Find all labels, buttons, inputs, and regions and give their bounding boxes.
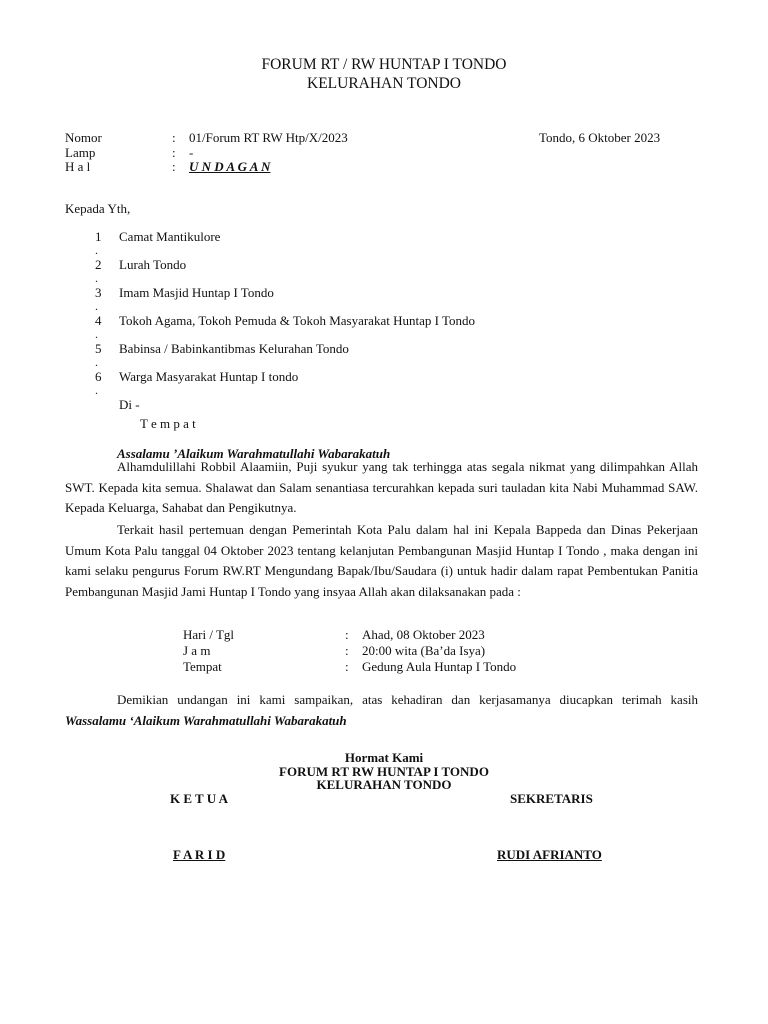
di-label: Di - bbox=[119, 397, 140, 412]
nomor-colon: : bbox=[172, 130, 176, 145]
hal-value: U N D A G A N bbox=[189, 159, 271, 174]
lamp-label: Lamp bbox=[65, 145, 96, 160]
recipients-intro: Kepada Yth, bbox=[65, 201, 131, 216]
recipient-number: 6 bbox=[95, 369, 102, 384]
recipient-number-dot: . bbox=[95, 327, 98, 341]
signature-org-line1: FORUM RT RW HUNTAP I TONDO bbox=[279, 764, 489, 779]
schedule-colon: : bbox=[345, 643, 349, 658]
recipient-number-dot: . bbox=[95, 383, 98, 397]
schedule-label: Tempat bbox=[183, 659, 222, 674]
closing-salam: Wassalamu ‘Alaikum Warahmatullahi Wabarakatuh bbox=[65, 712, 347, 728]
paragraph-opening: Alhamdulillahi Robbil Alaamiin, Puji syukur yang tak terhingga atas segala nikmat yang dilimpahkan Allah SWT. Kepada kita semua. Shalawat dan Salam senantiasa tercurahkan kepada suri tauladan kita Nabi Muhammad SAW. Kepada Keluarga, Sahabat dan Pengikutnya. bbox=[65, 459, 698, 516]
recipient-number-dot: . bbox=[95, 243, 98, 257]
schedule-value: Gedung Aula Huntap I Tondo bbox=[362, 659, 517, 674]
recipient-item: Lurah Tondo bbox=[119, 257, 187, 272]
ketua-name: F A R I D bbox=[173, 847, 226, 862]
schedule-label: J a m bbox=[183, 643, 211, 658]
paragraph-closing bbox=[65, 690, 698, 731]
nomor-value: 01/Forum RT RW Htp/X/2023 bbox=[189, 130, 348, 145]
recipient-number: 5 bbox=[95, 341, 102, 356]
schedule-colon: : bbox=[345, 659, 349, 674]
recipient-number: 1 bbox=[95, 229, 102, 244]
letter-header-line1: FORUM RT / RW HUNTAP I TONDO bbox=[261, 56, 507, 73]
schedule-value: Ahad, 08 Oktober 2023 bbox=[362, 627, 485, 642]
schedule-label: Hari / Tgl bbox=[183, 627, 235, 642]
recipient-item: Camat Mantikulore bbox=[119, 229, 221, 244]
recipient-item: Babinsa / Babinkantibmas Kelurahan Tondo bbox=[119, 341, 349, 356]
recipient-number-dot: . bbox=[95, 355, 98, 369]
nomor-label: Nomor bbox=[65, 130, 102, 145]
tempat-label: T e m p a t bbox=[140, 416, 196, 431]
schedule-colon: : bbox=[345, 627, 349, 642]
schedule-value: 20:00 wita (Ba’da Isya) bbox=[362, 643, 486, 658]
closing-text: Demikian undangan ini kami sampaikan, atas kehadiran dan kerjasamanya diucapkan terimah kasih bbox=[117, 692, 698, 707]
recipient-number: 4 bbox=[95, 313, 102, 328]
recipient-number-dot: . bbox=[95, 271, 98, 285]
sekretaris-name: RUDI AFRIANTO bbox=[497, 847, 602, 862]
recipient-item: Imam Masjid Huntap I Tondo bbox=[119, 285, 274, 300]
letter-header-line2: KELURAHAN TONDO bbox=[307, 75, 461, 92]
lamp-value: - bbox=[189, 145, 194, 160]
recipient-item: Tokoh Agama, Tokoh Pemuda & Tokoh Masyarakat Huntap I Tondo bbox=[119, 313, 475, 328]
signature-hormat: Hormat Kami bbox=[344, 750, 424, 765]
hal-colon: : bbox=[172, 159, 176, 174]
paragraph-invitation: Terkait hasil pertemuan dengan Pemerintah Kota Palu dalam hal ini Kepala Bappeda dan Dinas Pekerjaan Umum Kota Palu tanggal 04 Oktober 2023 tentang kelanjutan Pembangunan Masjid Huntap I Tondo , maka dengan ini kami selaku pengurus Forum RW.RT Mengundang Bapak/Ibu/Saudara (i) untuk hadir dalam rapat Pembentukan Panitia Pembangunan Masjid Jami Huntap I Tondo yang insyaa Allah akan dilaksanakan pada : bbox=[65, 522, 698, 600]
recipient-number-dot: . bbox=[95, 299, 98, 313]
greeting: Assalamu ’Alaikum Warahmatullahi Wabarakatuh bbox=[117, 446, 391, 461]
place-date: Tondo, 6 Oktober 2023 bbox=[539, 130, 661, 145]
recipient-number: 3 bbox=[95, 285, 102, 300]
signature-org-line2: KELURAHAN TONDO bbox=[316, 777, 452, 792]
sekretaris-title: SEKRETARIS bbox=[510, 791, 593, 806]
recipient-number: 2 bbox=[95, 257, 102, 272]
recipient-item: Warga Masyarakat Huntap I tondo bbox=[119, 369, 299, 384]
lamp-colon: : bbox=[172, 145, 176, 160]
hal-label: H a l bbox=[65, 159, 91, 174]
ketua-title: K E T U A bbox=[170, 791, 229, 806]
